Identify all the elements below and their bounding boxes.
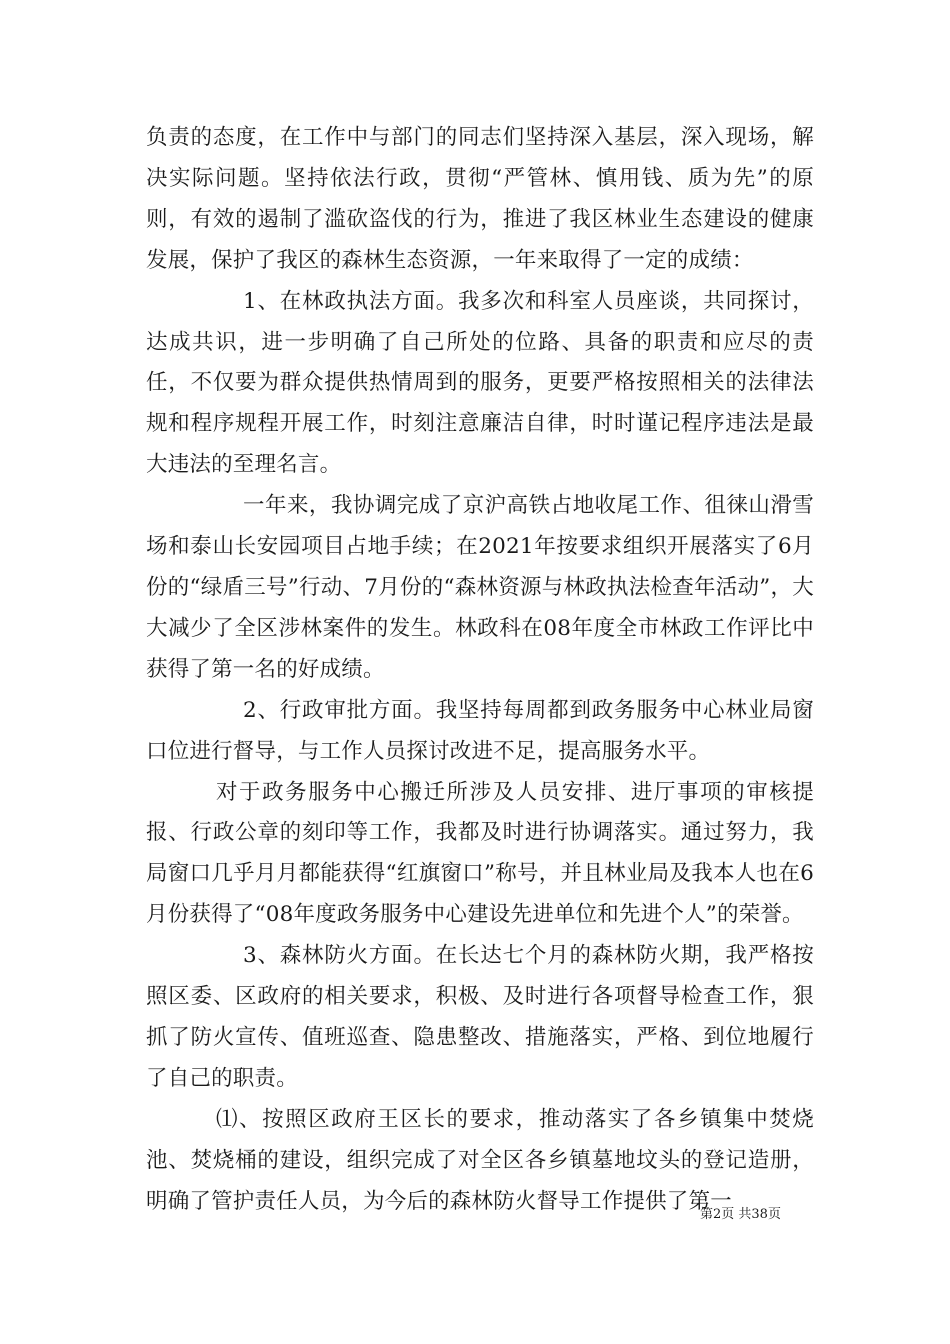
document-body [146,118,814,1222]
paragraph-year-achievements: 一年来，我协调完成了京沪高铁占地收尾工作、徂徕山滑雪场和泰山长安园项目占地手续；在2021年按要求组织开展落实了6月份的“绿盾三号”行动、7月份的“森林资源与林政执法检查年活动”，大大减少了全区涉林案件的发生。林政科在08年度全市林政工作评比中获得了第一名的好成绩。 [146,493,814,682]
paragraph-fire-prevention: 3、森林防火方面。在长达七个月的森林防火期，我严格按照区委、区政府的相关要求，积极、及时进行各项督导检查工作，狠抓了防火宣传、值班巡查、隐患整改、措施落实，严格、到位地履行了自己的职责。 [146,943,814,1091]
paragraph-forest-law-enforcement: 1、在林政执法方面。我多次和科室人员座谈，共同探讨，达成共识，进一步明确了自己所处的位路、具备的职责和应尽的责任，不仅要为群众提供热情周到的服务，更要严格按照相关的法律法规和程序规程开展工作，时刻注意廉洁自律，时时谨记程序违法是最大违法的至理名言。 [146,288,814,478]
paragraph-fire-item-1: ⑴、按照区政府王区长的要求，推动落实了各乡镇集中焚烧池、焚烧桶的建设，组织完成了对全区各乡镇墓地坟头的登记造册，明确了管护责任人员，为今后的森林防火督导工作提供了第一 [146,1106,814,1214]
page-number-footer: 第2页 共38页 [700,1207,781,1222]
paragraph-administrative-approval: 2、行政审批方面。我坚持每周都到政务服务中心林业局窗口位进行督导，与工作人员探讨改进不足，提高服务水平。 [146,697,814,764]
paragraph-service-center: 对于政务服务中心搬迁所涉及人员安排、进厅事项的审核提报、行政公章的刻印等工作，我都及时进行协调落实。通过努力，我局窗口几乎月月都能获得“红旗窗口”称号，并且林业局及我本人也在6月份获得了“08年度政务服务中心建设先进单位和先进个人”的荣誉。 [146,779,814,928]
paragraph-intro-continued: 负责的态度，在工作中与部门的同志们坚持深入基层，深入现场，解决实际问题。坚持依法行政，贯彻“严管林、慎用钱、质为先”的原则，有效的遏制了滥砍盗伐的行为，推进了我区林业生态建设的健康发展，保护了我区的森林生态资源，一年来取得了一定的成绩： [146,125,814,273]
